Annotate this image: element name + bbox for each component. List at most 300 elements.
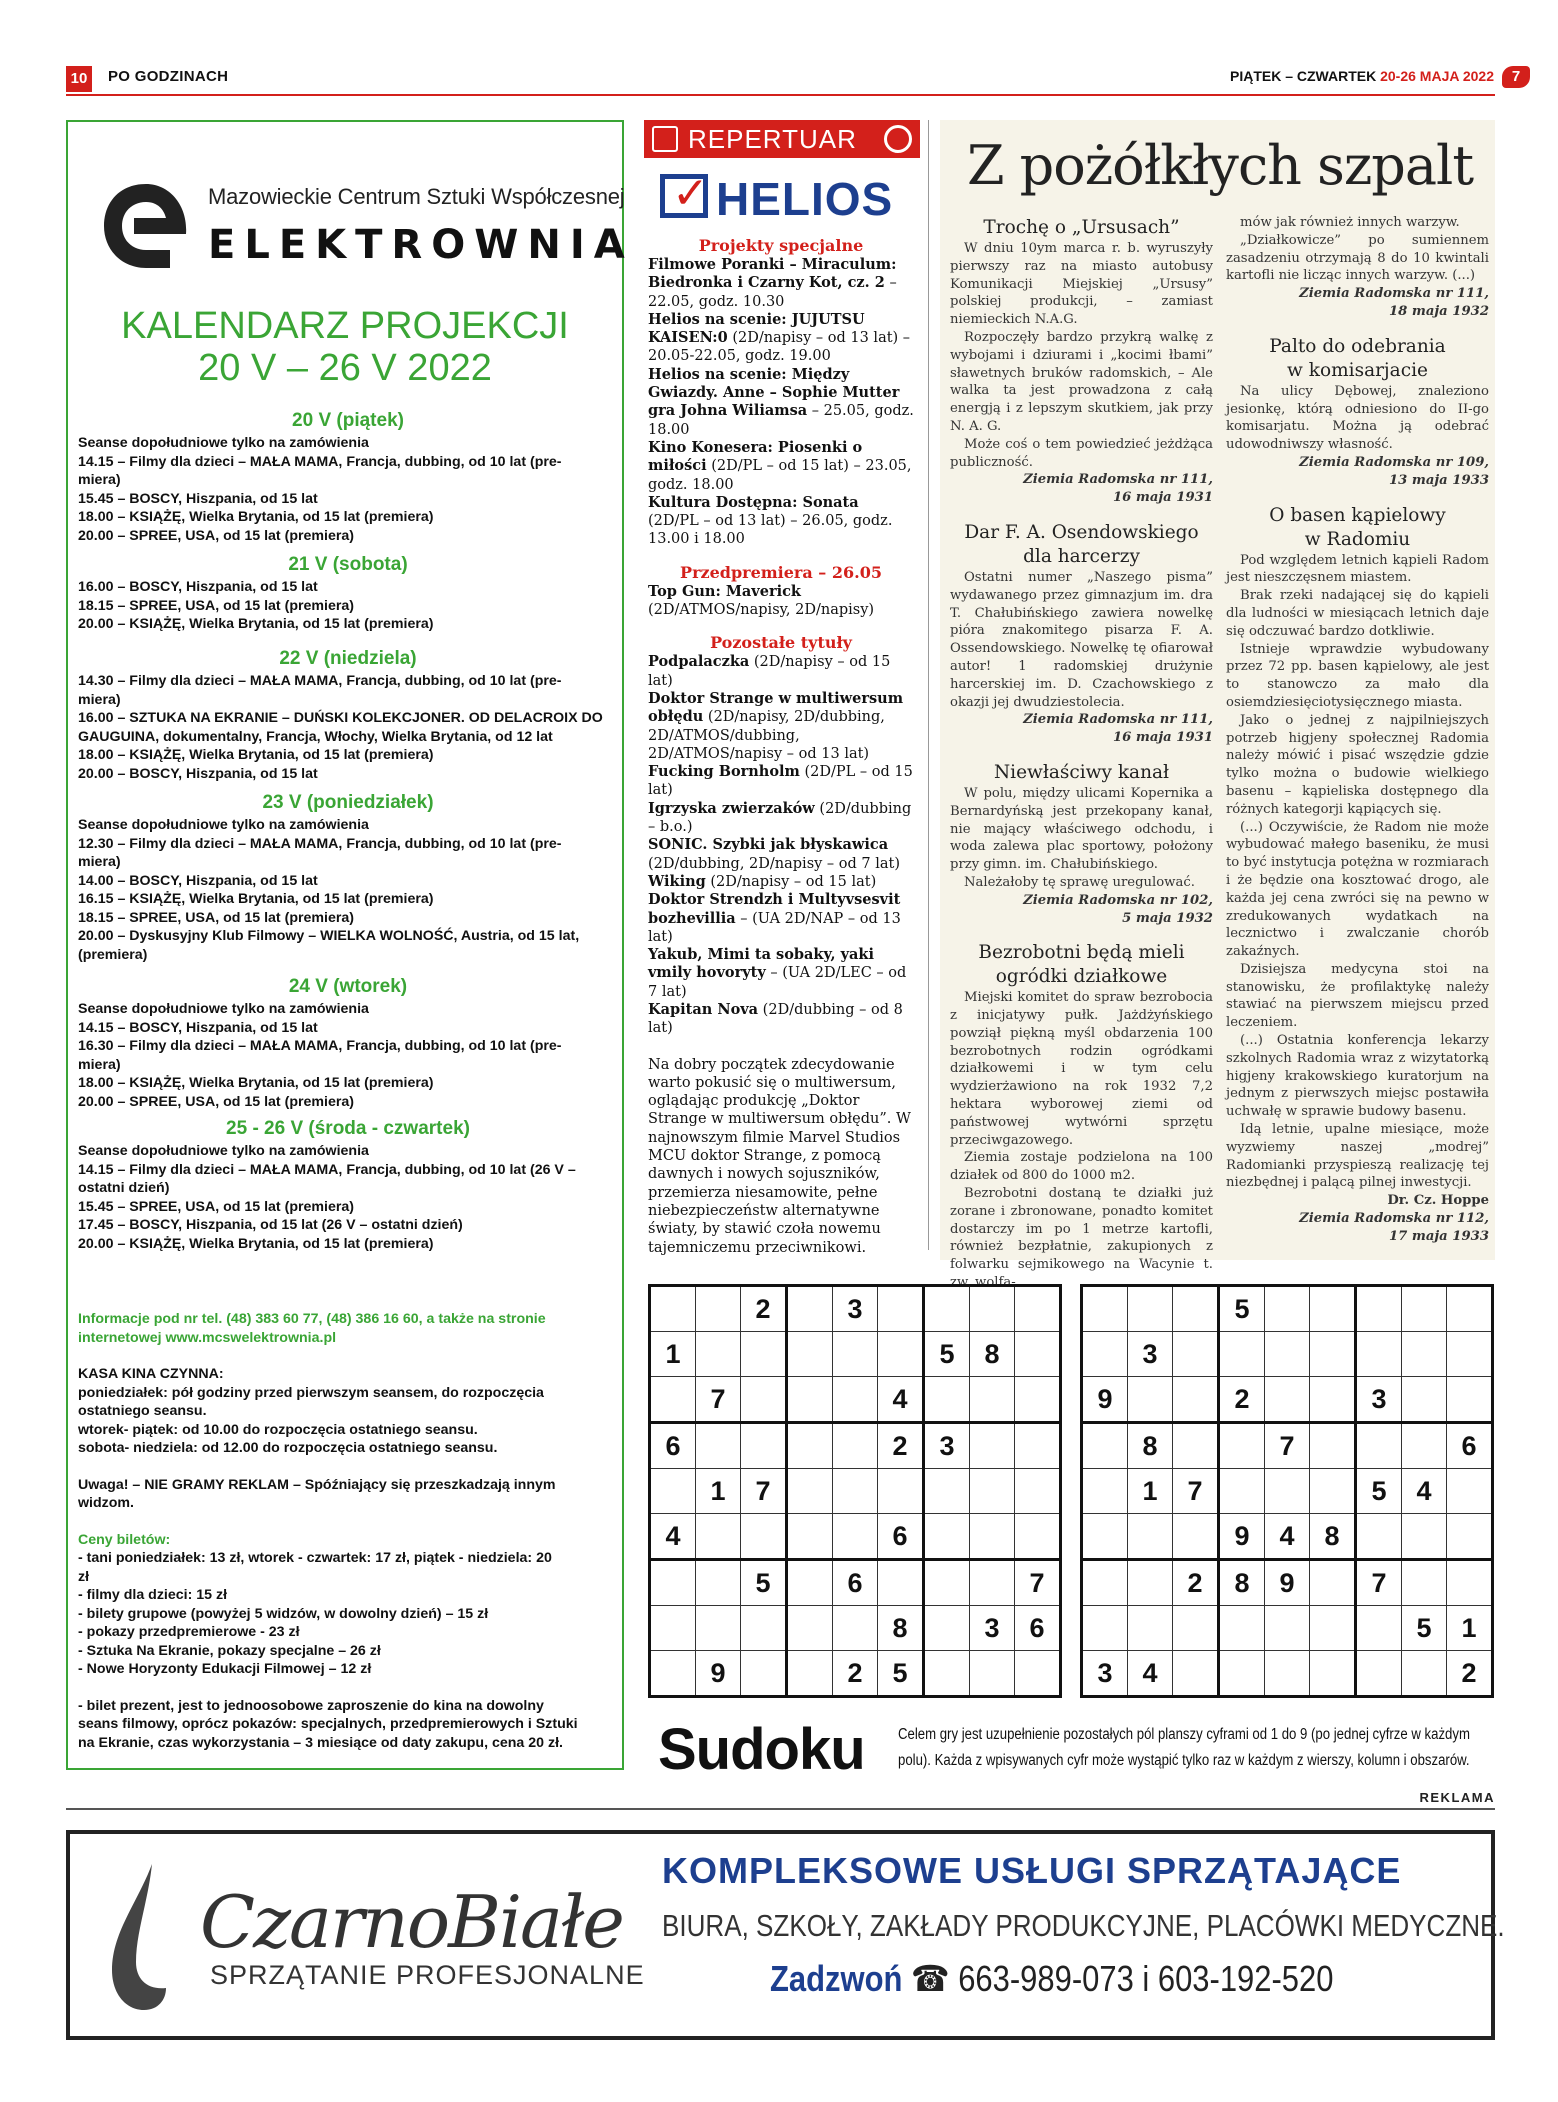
screening-line: 20.00 – Dyskusyjny Klub Filmowy – WIELKA WOLNOŚĆ, Austria, od 15 lat,: [78, 928, 580, 944]
sudoku-cell[interactable]: [650, 1560, 696, 1606]
article-heading: Bezrobotni będą mieli: [978, 942, 1185, 964]
sudoku-cell[interactable]: 5: [1356, 1469, 1402, 1514]
sudoku-cell[interactable]: [1173, 1332, 1219, 1377]
film-details: (2D/ATMOS/napisy, 2D/napisy): [648, 602, 875, 619]
kasa-line: KASA KINA CZYNNA:: [78, 1366, 224, 1382]
sudoku-cell[interactable]: [1173, 1606, 1219, 1651]
sudoku-cell[interactable]: [1310, 1469, 1356, 1514]
sudoku-cell[interactable]: [1082, 1606, 1128, 1651]
day-heading: 25 - 26 V (środa - czwartek): [226, 1118, 470, 1139]
sudoku-cell[interactable]: [1356, 1332, 1402, 1377]
article-paragraph: mów jak również innych warzyw.: [1240, 215, 1460, 230]
film-title: Filmowe Poranki – Miraculum: Biedronka i Czarny Kot, cz. 2: [648, 256, 897, 292]
sudoku-row: [650, 1332, 1061, 1377]
article-paragraph: (...) Oczywiście, że Radom nie może wybudować małego baseniku, że musi to być instytucja potężna w rozmiarach i że będzie ona kosztować drogo, ale każda jej cena zwróci się na pewno w zredukowanych wydatkach na lecznictwo i zwalczanie chorób zakaźnych.: [1226, 819, 1489, 960]
sudoku-cell[interactable]: [650, 1377, 696, 1423]
sudoku-cell[interactable]: [878, 1469, 924, 1514]
sudoku-cell[interactable]: [924, 1469, 970, 1514]
price-line: - bilety grupowe (powyżej 5 widzów, w dowolny dzień) – 15 zł: [78, 1605, 489, 1622]
sudoku-cell[interactable]: [1082, 1560, 1128, 1606]
sudoku-cell[interactable]: 8: [1128, 1423, 1173, 1469]
article-paragraph: (...) Ostatnia konferencja lekarzy szkolnych Radomia wraz z wizytatorką higjeny krakowskiego kuratorjum na jednym z pierwszych miejsc postawiła uchwałę w sprawie budowy basenu.: [1226, 1033, 1489, 1120]
day-heading: 20 V (piątek): [292, 410, 404, 431]
sudoku-cell[interactable]: [1402, 1332, 1447, 1377]
spacer: [1226, 490, 1489, 502]
sudoku-cell[interactable]: [924, 1651, 970, 1697]
article-paragraph: Dzisiejsza medycyna stoi na stanowisku, że profilaktykę należy stawiać na pierwszem miejscu przed leczeniem.: [1226, 961, 1489, 1031]
sudoku-cell[interactable]: [1402, 1560, 1447, 1606]
sudoku-cell[interactable]: 3: [970, 1606, 1015, 1651]
sudoku-cell[interactable]: [1015, 1332, 1061, 1377]
sudoku-cell[interactable]: 7: [741, 1469, 787, 1514]
screening-line: 20.00 – SPREE, USA, od 15 lat (premiera): [78, 1093, 354, 1110]
sudoku-cell[interactable]: [1447, 1286, 1493, 1332]
sudoku-cell[interactable]: [1310, 1423, 1356, 1469]
article-source: Ziemia Radomska nr 111,: [1299, 286, 1489, 302]
ad-brand-subtitle: SPRZĄTANIE PROFESJONALNE: [210, 1960, 645, 1990]
sudoku-cell[interactable]: [1265, 1606, 1310, 1651]
sudoku-cell[interactable]: [970, 1286, 1015, 1332]
box-office-hours: [78, 1365, 618, 1458]
sudoku-cell[interactable]: [1173, 1423, 1219, 1469]
sudoku-cell[interactable]: [878, 1286, 924, 1332]
sudoku-cell[interactable]: [1356, 1651, 1402, 1697]
sudoku-cell[interactable]: [1310, 1377, 1356, 1423]
sudoku-cell[interactable]: [650, 1286, 696, 1332]
film-entry: [648, 1001, 914, 1038]
sudoku-cell[interactable]: [1402, 1377, 1447, 1423]
film-title: Podpalaczka: [648, 653, 750, 671]
price-line: - tani poniedziałek: 13 zł, wtorek - czwartek: 17 zł, piątek - niedziela: 20: [78, 1550, 552, 1566]
sudoku-cell[interactable]: [1128, 1560, 1173, 1606]
sudoku-cell[interactable]: [924, 1560, 970, 1606]
screening-line: GAUGUINA, dokumentalny, Francja, Włochy, Wielka Brytania, od 12 lat: [78, 728, 553, 745]
sudoku-cell[interactable]: [1128, 1514, 1173, 1560]
sudoku-cell[interactable]: [787, 1332, 833, 1377]
article-source: Ziemia Radomska nr 109,: [1299, 454, 1489, 470]
sudoku-row: [1082, 1514, 1493, 1560]
screening-line: ostatni dzień): [78, 1180, 170, 1196]
sudoku-cell[interactable]: [1265, 1332, 1310, 1377]
sudoku-cell[interactable]: [1310, 1651, 1356, 1697]
sudoku-cell[interactable]: [833, 1377, 878, 1423]
screening-line: 15.45 – SPREE, USA, od 15 lat (premiera): [78, 1198, 354, 1215]
info-line: internetowej www.mcswelektrownia.pl: [78, 1329, 337, 1346]
sudoku-cell[interactable]: [741, 1423, 787, 1469]
sudoku-cell[interactable]: [1219, 1469, 1265, 1514]
sudoku-cell[interactable]: [696, 1606, 741, 1651]
sudoku-cell[interactable]: [833, 1469, 878, 1514]
kasa-line: poniedziałek: pół godziny przed pierwszym seansem, do rozpoczęcia: [78, 1384, 544, 1401]
sudoku-cell[interactable]: 3: [1082, 1651, 1128, 1697]
sudoku-cell[interactable]: [1265, 1377, 1310, 1423]
screening-line: 14.00 – BOSCY, Hiszpania, od 15 lat: [78, 872, 318, 889]
sudoku-cell[interactable]: 5: [878, 1651, 924, 1697]
sudoku-cell[interactable]: 6: [650, 1423, 696, 1469]
sudoku-cell[interactable]: 7: [1173, 1469, 1219, 1514]
sudoku-row: [1082, 1286, 1493, 1332]
sudoku-cell[interactable]: 1: [1447, 1606, 1493, 1651]
screening-line: 16.30 – Filmy dla dzieci – MAŁA MAMA, Francja, dubbing, od 10 lat (pre-: [78, 1038, 562, 1054]
ad-brand-name: CzarnoBiałe: [200, 1880, 623, 1964]
article-heading: Trochę o „Ursusach”: [983, 217, 1180, 238]
sudoku-cell[interactable]: 8: [878, 1606, 924, 1651]
sudoku-row: [650, 1651, 1061, 1697]
sudoku-cell[interactable]: [1356, 1514, 1402, 1560]
sudoku-cell[interactable]: [1173, 1651, 1219, 1697]
article-source: Ziemia Radomska nr 102,: [1023, 892, 1213, 908]
sudoku-cell[interactable]: [1082, 1332, 1128, 1377]
sudoku-grid-2: [1080, 1284, 1494, 1698]
sudoku-cell[interactable]: 7: [696, 1377, 741, 1423]
article-paragraph: Brak rzeki nadającej się do kąpieli dla ludności w miesiącach letnich daje się odczuwać bardzo dotkliwie.: [1226, 588, 1489, 639]
sudoku-cell[interactable]: [696, 1286, 741, 1332]
sudoku-cell[interactable]: [1173, 1377, 1219, 1423]
sudoku-cell[interactable]: [970, 1469, 1015, 1514]
sudoku-cell[interactable]: [787, 1286, 833, 1332]
sudoku-cell[interactable]: 2: [1219, 1377, 1265, 1423]
sudoku-cell[interactable]: [1128, 1377, 1173, 1423]
sudoku-cell[interactable]: [787, 1423, 833, 1469]
day-heading: 24 V (wtorek): [288, 976, 408, 997]
sudoku-cell[interactable]: [1082, 1469, 1128, 1514]
sudoku-cell[interactable]: 9: [1265, 1560, 1310, 1606]
sudoku-cell[interactable]: [787, 1560, 833, 1606]
film-entry: [648, 946, 914, 1001]
sudoku-cell[interactable]: [696, 1560, 741, 1606]
sudoku-cell[interactable]: [741, 1377, 787, 1423]
ad-label: REKLAMA: [1419, 1790, 1495, 1805]
ad-phone: [770, 1958, 1333, 2000]
promo-text: Na dobry początek zdecydowanie warto pokusić się o multiwersum, oglądając produkcję „Doktor Strange w multiwersum obłędu”. W najnowszym filmie Marvel Studios MCU doktor Strange, z pomocą dawnych i nowych sojuszników, przemierza niesamowite, pełne niebezpieczeństw alternatywne światy, by stawić czoła nowemu tajemniczemu przeciwnikowi.: [648, 1056, 911, 1256]
article-paragraph: Rozpoczęły bardzo przykrą walkę z wybojami i dziurami i „kocimi łbami” sławetnych bruków radomskich, – Ale walka ta jest prowadzona z całą energją i z lepszym skutkiem, jak przy N. A. G.: [950, 329, 1213, 434]
article-heading: O basen kąpielowy: [1269, 504, 1446, 526]
sudoku-cell[interactable]: [1015, 1514, 1061, 1560]
phone-icon: ☎: [911, 1958, 959, 1999]
sudoku-cell[interactable]: 8: [1310, 1514, 1356, 1560]
sudoku-cell[interactable]: 2: [1447, 1651, 1493, 1697]
sudoku-cell[interactable]: [1015, 1469, 1061, 1514]
film-entry: [648, 439, 914, 494]
sudoku-cell[interactable]: [1015, 1423, 1061, 1469]
preview-heading: Przedpremiera – 26.05: [680, 562, 882, 582]
spacer: [950, 747, 1213, 759]
sudoku-cell[interactable]: [1219, 1423, 1265, 1469]
film-entry: [648, 891, 914, 946]
article-source: 17 maja 1933: [1388, 1228, 1489, 1244]
sudoku-cell[interactable]: [1402, 1514, 1447, 1560]
article-source: 13 maja 1933: [1388, 472, 1489, 488]
film-details: – 22.05, godz. 10.30: [648, 275, 897, 310]
sudoku-cell[interactable]: [1310, 1606, 1356, 1651]
article-paragraph: W polu, między ulicami Kopernika a Bernardyńską jest przekopany kanał, nie mający właściwego odchodu, i woda zalewa plac sportowy, położony przy gimn. im. Chałubińskiego.: [950, 785, 1213, 873]
screening-line: 14.15 – BOSCY, Hiszpania, od 15 lat: [78, 1019, 318, 1036]
sudoku-cell[interactable]: 9: [1082, 1377, 1128, 1423]
sudoku-cell[interactable]: 6: [1447, 1423, 1493, 1469]
sudoku-rule-line1: Celem gry jest uzupełnienie pozostałych pól planszy cyframi od 1 do 9 (po jednej cyfrze w każdym: [898, 1726, 1470, 1743]
article-paragraph: Bezrobotni dostaną te działki już zorane i zbronowane, ponadto komitet dostarczy im po 1 metrze kartofli, również bezpłatnie, zakupionych z folwarku sejmikowego na Wacynie t. zw. wolfa-: [950, 1186, 1213, 1291]
sudoku-cell[interactable]: 4: [1402, 1469, 1447, 1514]
sudoku-cell[interactable]: [924, 1514, 970, 1560]
film-details: (2D/PL – od 15 lat): [648, 764, 913, 799]
sudoku-cell[interactable]: [1447, 1469, 1493, 1514]
sudoku-row: [1082, 1560, 1493, 1606]
sudoku-cell[interactable]: [1310, 1560, 1356, 1606]
sudoku-cell[interactable]: [1082, 1423, 1128, 1469]
sudoku-cell[interactable]: 7: [1265, 1423, 1310, 1469]
sudoku-cell[interactable]: 2: [833, 1651, 878, 1697]
repertoire-list: [648, 236, 914, 1257]
sudoku-cell[interactable]: [970, 1560, 1015, 1606]
ad-headline: KOMPLEKSOWE USŁUGI SPRZĄTAJĄCE: [662, 1850, 1402, 1891]
sudoku-cell[interactable]: [1015, 1286, 1061, 1332]
sudoku-cell[interactable]: 5: [1219, 1286, 1265, 1332]
sudoku-cell[interactable]: [924, 1377, 970, 1423]
issue-date: [1230, 68, 1494, 84]
sudoku-row: [650, 1469, 1061, 1514]
sudoku-cell[interactable]: 1: [696, 1469, 741, 1514]
cinema-info: [78, 1310, 618, 1752]
screening-line: 18.15 – SPREE, USA, od 15 lat (premiera): [78, 597, 354, 614]
sudoku-cell[interactable]: [833, 1423, 878, 1469]
issue-date-range: 20-26 MAJA 2022: [1380, 68, 1494, 84]
film-details: (2D/dubbing – od 8 lat): [648, 1001, 903, 1037]
screening-line: 20.00 – KSIĄŻĘ, Wielka Brytania, od 15 lat (premiera): [78, 1235, 434, 1252]
sudoku-cell[interactable]: [1265, 1286, 1310, 1332]
calendar-day: [78, 1118, 618, 1253]
sudoku-cell[interactable]: [741, 1606, 787, 1651]
film-details: (2D/dubbing – b.o.): [648, 800, 912, 836]
sudoku-cell[interactable]: [1015, 1651, 1061, 1697]
sudoku-row: [1082, 1377, 1493, 1423]
film-title: Yakub, Mimi ta sobaky, yaki vmily hovoryty: [648, 946, 874, 982]
helios-brand: HELIOS: [716, 173, 894, 225]
sudoku-cell[interactable]: 1: [1128, 1469, 1173, 1514]
screening-line: (premiera): [78, 946, 148, 963]
sudoku-cell[interactable]: [970, 1651, 1015, 1697]
sudoku-cell[interactable]: [1128, 1606, 1173, 1651]
day-heading: 23 V (poniedziałek): [262, 792, 434, 813]
screening-line: 16.15 – KSIĄŻĘ, Wielka Brytania, od 15 lat (premiera): [78, 891, 434, 907]
sudoku-cell[interactable]: 5: [741, 1560, 787, 1606]
sudoku-row: [1082, 1423, 1493, 1469]
sudoku-row: [1082, 1651, 1493, 1697]
sudoku-cell[interactable]: [1447, 1332, 1493, 1377]
price-line: zł: [78, 1568, 90, 1585]
screening-line: 16.00 – BOSCY, Hiszpania, od 15 lat: [78, 579, 318, 595]
film-title: Kino Konesera: Piosenki o miłości: [648, 438, 863, 475]
sudoku-cell[interactable]: [1310, 1286, 1356, 1332]
sudoku-cell[interactable]: [970, 1423, 1015, 1469]
sudoku-cell[interactable]: 2: [878, 1423, 924, 1469]
sudoku-cell[interactable]: 8: [970, 1332, 1015, 1377]
sudoku-row: [650, 1423, 1061, 1469]
sudoku-cell[interactable]: [787, 1514, 833, 1560]
article-source: Ziemia Radomska nr 111,: [1023, 712, 1213, 728]
calendar-title-line1: KALENDARZ PROJEKCJI: [121, 305, 569, 347]
sudoku-cell[interactable]: 7: [1015, 1560, 1061, 1606]
film-title: Doktor Strendzh i Multyvsesvit bozhevillia: [648, 891, 901, 927]
sudoku-cell[interactable]: 6: [833, 1560, 878, 1606]
sudoku-cell[interactable]: 4: [1265, 1514, 1310, 1560]
sudoku-cell[interactable]: [741, 1332, 787, 1377]
article-heading: dla harcerzy: [1023, 545, 1140, 567]
film-entry: [648, 690, 914, 763]
sudoku-cell[interactable]: [1447, 1560, 1493, 1606]
sudoku-cell[interactable]: 4: [1128, 1651, 1173, 1697]
sudoku-cell[interactable]: [1356, 1606, 1402, 1651]
film-details: (2D/PL – od 13 lat) – 26.05, godz. 13.00 i 18.00: [648, 513, 893, 548]
film-details: (2D/napisy – od 15 lat): [648, 654, 891, 689]
article-paragraph: Idą letnie, upalne miesiące, może wyzwiemy naszej „modrej” Radomianki przyspieszą realizację tej niezbędnej i palącą pilnej inwestycji.: [1226, 1122, 1489, 1191]
sudoku-cell[interactable]: [970, 1514, 1015, 1560]
sudoku-cell[interactable]: 3: [833, 1286, 878, 1332]
header-divider: [66, 94, 1495, 96]
page-number: 10: [66, 66, 92, 92]
calendar-day: [78, 554, 618, 634]
sudoku-cell[interactable]: [1082, 1286, 1128, 1332]
article-paragraph: Jako o jednej z najpilniejszych potrzeb higjeny społecznej Radomia należy mówić i pisać wszędzie gdzie tylko można o budowie wielkiego basenu – kąpieliska dostępnego dla różnych kategorji kąpiących się.: [1226, 712, 1489, 817]
elektrownia-logo-icon: [100, 180, 192, 272]
sudoku-cell[interactable]: [970, 1377, 1015, 1423]
article-paragraph: W dniu 10ym marca r. b. wyruszyły pierwszy raz na miasto autobusy Komunikacji Miejskiej „Ursusy” polskiej produkcji, – zamiast niemieckich N.A.G.: [950, 241, 1213, 328]
spacer: [648, 619, 914, 633]
sudoku-row: [650, 1606, 1061, 1651]
film-entry: [648, 836, 914, 873]
sudoku-cell[interactable]: [924, 1286, 970, 1332]
article-paragraph: Należałoby tę sprawę uregulować.: [964, 874, 1195, 890]
article-paragraph: Miejski komitet do spraw bezrobocia z inicjatywy pułk. Jażdżyńskiego powziął piękną myśl obdarzenia 100 bezrobotnych rodzin ogródkami działkowemi i w tym celu wydzierżawiono na rok 1932 7,2 hektara wyborowej ziemi od państwowej wytwórni sprzętu przeciwgazowego.: [950, 990, 1213, 1148]
sudoku-grid-1: [648, 1284, 1062, 1698]
kasa-line: wtorek- piątek: od 10.00 do rozpoczęcia ostatniego seansu.: [78, 1421, 478, 1438]
calendar-day: [78, 648, 618, 783]
sudoku-cell[interactable]: 3: [924, 1423, 970, 1469]
sudoku-cell[interactable]: [1356, 1286, 1402, 1332]
price-line: - filmy dla dzieci: 15 zł: [78, 1587, 228, 1603]
film-reel-icon: [884, 125, 912, 153]
sudoku-cell[interactable]: [1310, 1332, 1356, 1377]
sudoku-row: [650, 1560, 1061, 1606]
spacer: [950, 927, 1213, 939]
sudoku-cell[interactable]: [696, 1332, 741, 1377]
price-line: - Nowe Horyzonty Edukacji Filmowej – 12 zł: [78, 1661, 372, 1677]
sudoku-cell[interactable]: 4: [650, 1514, 696, 1560]
sudoku-row: [1082, 1606, 1493, 1651]
screening-line: 16.00 – SZTUKA NA EKRANIE – DUŃSKI KOLEKCJONER. OD DELACROIX DO: [78, 710, 603, 726]
sudoku-cell[interactable]: 2: [1173, 1560, 1219, 1606]
sudoku-cell[interactable]: [650, 1469, 696, 1514]
sudoku-cell[interactable]: 3: [1356, 1377, 1402, 1423]
sudoku-title: Sudoku: [658, 1717, 865, 1782]
sudoku-cell[interactable]: 6: [878, 1514, 924, 1560]
sudoku-cell[interactable]: [1356, 1423, 1402, 1469]
sudoku-cell[interactable]: 2: [741, 1286, 787, 1332]
sudoku-cell[interactable]: [833, 1606, 878, 1651]
sudoku-cell[interactable]: [1402, 1286, 1447, 1332]
sudoku-cell[interactable]: 7: [1356, 1560, 1402, 1606]
sudoku-cell[interactable]: 4: [878, 1377, 924, 1423]
sudoku-cell[interactable]: [787, 1651, 833, 1697]
sudoku-cell[interactable]: 3: [1128, 1332, 1173, 1377]
sudoku-cell[interactable]: [924, 1606, 970, 1651]
sudoku-cell[interactable]: [1015, 1377, 1061, 1423]
sudoku-cell[interactable]: [1173, 1286, 1219, 1332]
sudoku-cell[interactable]: 9: [696, 1651, 741, 1697]
sudoku-cell[interactable]: [833, 1514, 878, 1560]
sudoku-cell[interactable]: [650, 1606, 696, 1651]
old-press-column-left: [950, 214, 1213, 1304]
price-line: - Sztuka Na Ekranie, pokazy specjalne – 26 zł: [78, 1642, 381, 1659]
calendar-day: [78, 792, 618, 964]
sudoku-cell[interactable]: [1219, 1332, 1265, 1377]
sudoku-cell[interactable]: 6: [1015, 1606, 1061, 1651]
sudoku-cell[interactable]: [1447, 1514, 1493, 1560]
gift-ticket-note: [78, 1697, 618, 1753]
film-title: Kultura Dostępna: Sonata: [648, 493, 859, 511]
sudoku-cell[interactable]: [1128, 1286, 1173, 1332]
sudoku-cell[interactable]: 5: [924, 1332, 970, 1377]
gift-line: - bilet prezent, jest to jednoosobowe zaproszenie do kina na dowolny: [78, 1697, 544, 1714]
sudoku-cell[interactable]: [1219, 1606, 1265, 1651]
calendar-day: [78, 410, 618, 545]
sudoku-cell[interactable]: [833, 1332, 878, 1377]
article-paragraph: Pod względem letnich kąpieli Radom jest nieszczęsnem miastem.: [1226, 552, 1489, 586]
sudoku-cell[interactable]: [650, 1651, 696, 1697]
sudoku-cell[interactable]: 8: [1219, 1560, 1265, 1606]
sudoku-cell[interactable]: [1265, 1469, 1310, 1514]
sudoku-cell[interactable]: 1: [650, 1332, 696, 1377]
sudoku-cell[interactable]: [1082, 1514, 1128, 1560]
sudoku-cell[interactable]: [1219, 1651, 1265, 1697]
sudoku-description: [898, 1722, 1493, 1774]
sudoku-row: [650, 1377, 1061, 1423]
sudoku-cell[interactable]: [878, 1332, 924, 1377]
article-source: 5 maja 1932: [1122, 910, 1213, 926]
film-title: Fucking Bornholm: [648, 763, 800, 781]
sudoku-cell[interactable]: 5: [1402, 1606, 1447, 1651]
sudoku-cell[interactable]: [696, 1514, 741, 1560]
sudoku-cell[interactable]: [787, 1469, 833, 1514]
special-projects-heading: Projekty specjalne: [698, 236, 864, 255]
sudoku-cell[interactable]: 9: [1219, 1514, 1265, 1560]
film-entry: [648, 873, 914, 891]
film-title: Doktor Strange w multiwersum obłędu: [648, 689, 904, 726]
sudoku-cell[interactable]: [696, 1423, 741, 1469]
sudoku-cell[interactable]: [741, 1514, 787, 1560]
elektrownia-brand: ELEKTROWNIA: [208, 222, 634, 268]
gift-line: na Ekranie, czas wykorzystania – 3 miesiące od daty zakupu, cena 20 zł.: [78, 1734, 563, 1751]
film-title: Wiking: [648, 872, 706, 890]
sudoku-cell[interactable]: [1447, 1377, 1493, 1423]
screening-line: Seanse dopołudniowe tylko na zamówienia: [78, 435, 369, 451]
sudoku-row: [650, 1514, 1061, 1560]
sudoku-cell[interactable]: [1265, 1651, 1310, 1697]
sudoku-cell[interactable]: [1402, 1423, 1447, 1469]
film-entry: [648, 311, 914, 366]
sudoku-cell[interactable]: [1173, 1514, 1219, 1560]
sudoku-cell[interactable]: [741, 1651, 787, 1697]
screening-line: 15.45 – BOSCY, Hiszpania, od 15 lat: [78, 490, 318, 507]
screening-line: miera): [78, 472, 121, 488]
sudoku-cell[interactable]: [1402, 1651, 1447, 1697]
kasa-line: sobota- niedziela: od 12.00 do rozpoczęcia ostatniego seansu.: [78, 1440, 498, 1456]
sudoku-row: [1082, 1469, 1493, 1514]
article-heading: ogródki działkowe: [995, 966, 1168, 988]
sudoku-cell[interactable]: [787, 1606, 833, 1651]
sudoku-cell[interactable]: [878, 1560, 924, 1606]
sudoku-cell[interactable]: [787, 1377, 833, 1423]
screening-line: 14.15 – Filmy dla dzieci – MAŁA MAMA, Francja, dubbing, od 10 lat (pre-: [78, 453, 562, 470]
